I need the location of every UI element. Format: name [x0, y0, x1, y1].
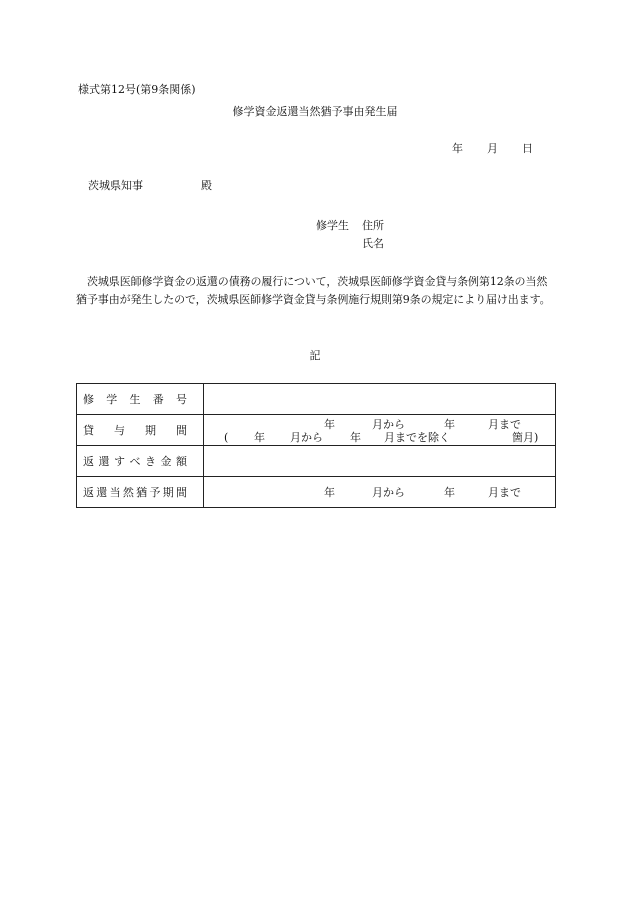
- exclusion-month-count: 箇月): [512, 431, 539, 444]
- date-day-label: 日: [522, 142, 533, 155]
- period-start-month: 月から: [372, 418, 405, 431]
- label-char: 修: [83, 393, 94, 406]
- label-char: き: [145, 455, 156, 468]
- deferral-end-month: 月まで: [488, 486, 521, 499]
- deferral-end-year: 年: [444, 486, 455, 499]
- student-number-value[interactable]: [204, 384, 556, 415]
- applicant-name-label: 氏名: [362, 237, 384, 250]
- label-char: 額: [176, 455, 187, 468]
- label-char: 生: [129, 393, 141, 406]
- period-end-year: 年: [444, 418, 455, 431]
- label-char: 番: [152, 393, 164, 406]
- table-row-deferral-period: [77, 477, 556, 508]
- period-end-month: 月まで: [488, 418, 521, 431]
- note-heading: 記: [309, 349, 321, 362]
- deferral-start-month: 月から: [372, 486, 405, 499]
- applicant-address-label: 住所: [362, 219, 384, 232]
- label-char: 貸: [83, 424, 94, 437]
- label-char: 与: [114, 424, 125, 437]
- repayment-amount-label: [77, 446, 204, 477]
- label-char: 返: [83, 455, 94, 468]
- addressee-name: 茨城県知事: [88, 179, 143, 192]
- date-year-label: 年: [452, 142, 463, 155]
- label-char: す: [114, 455, 125, 468]
- student-number-label: [77, 384, 204, 415]
- addressee: [88, 180, 212, 191]
- repayment-amount-value[interactable]: [204, 446, 556, 477]
- exclusion-open-paren: (: [224, 431, 229, 444]
- deferral-period-label-text: 返還当然猶予期間: [83, 486, 187, 499]
- exclusion-end-month: 月までを除く: [384, 431, 450, 444]
- loan-period-label: [77, 415, 204, 446]
- period-start-year: 年: [324, 418, 335, 431]
- label-char: べ: [129, 455, 141, 468]
- addressee-honorific: 殿: [201, 179, 212, 192]
- exclusion-end-year: 年: [350, 431, 361, 444]
- body-paragraph: 茨城県医師修学資金の返還の債務の履行について，茨城県医師修学資金貸与条例第12条の当然猶予事由が発生したので，茨城県医師修学資金貸与条例施行規則第9条の規定により届け出ます。: [76, 275, 551, 306]
- table-row-loan-period: [77, 415, 556, 446]
- applicant-role: 修学生: [316, 219, 349, 232]
- label-char: 金: [160, 455, 172, 468]
- deferral-period-label: [77, 477, 204, 508]
- loan-period-value[interactable]: [204, 415, 556, 446]
- detail-table: [76, 383, 556, 508]
- exclusion-start-month: 月から: [290, 431, 323, 444]
- exclusion-start-year: 年: [254, 431, 265, 444]
- label-char: 還: [98, 455, 110, 468]
- form-number: 様式第12号(第9条関係): [78, 83, 196, 96]
- label-char: 号: [176, 393, 187, 406]
- table-row-student-number: [77, 384, 556, 415]
- label-char: 間: [176, 424, 187, 437]
- deferral-period-value[interactable]: [204, 477, 556, 508]
- table-row-repayment-amount: [77, 446, 556, 477]
- date-month-label: 月: [487, 142, 498, 155]
- date-line: [452, 143, 533, 154]
- document-title: 修学資金返還当然猶予事由発生届: [232, 105, 398, 118]
- label-char: 期: [145, 424, 156, 437]
- label-char: 学: [106, 393, 118, 406]
- deferral-start-year: 年: [324, 486, 335, 499]
